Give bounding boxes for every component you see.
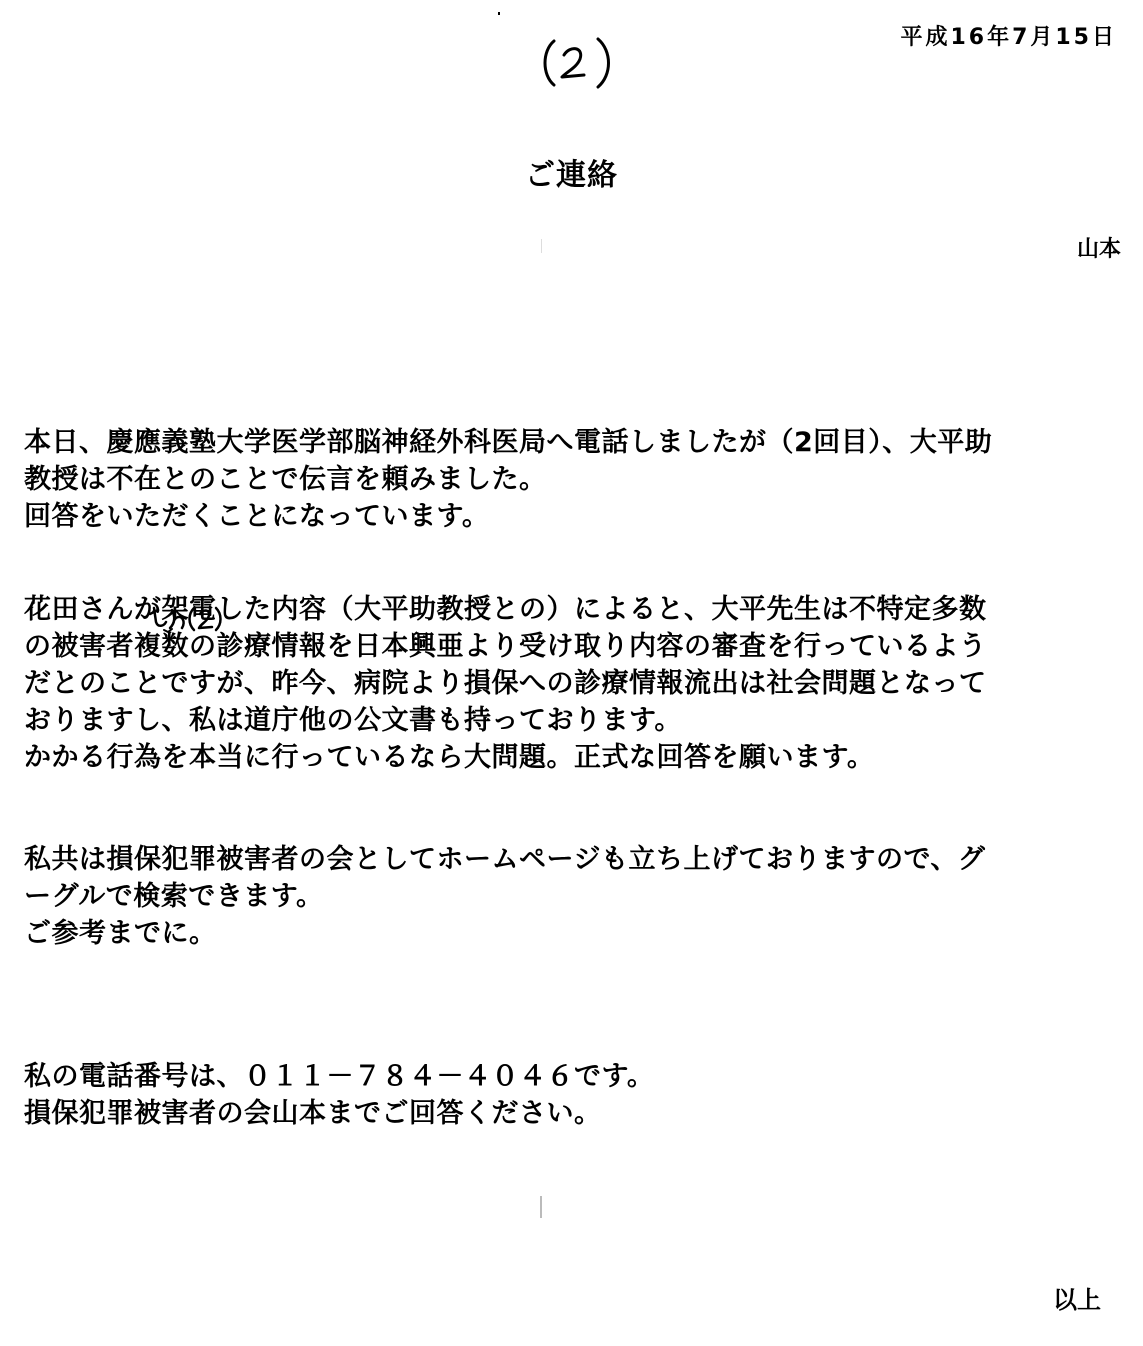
text-line: 花田さんが架電した内容（大平助教授との）によると、大平先生は不特定多数 <box>24 594 987 625</box>
text-line: 私の電話番号は、０１１－７８４－４０４６です。 <box>24 1061 655 1092</box>
text-line: だとのことですが、昨今、病院より損保への診療情報流出は社会問題となって <box>24 668 987 699</box>
scan-speck <box>540 1196 542 1218</box>
paragraph-contact <box>24 1058 1129 1132</box>
text-line: 損保犯罪被害者の会山本までご回答ください。 <box>24 1098 602 1129</box>
paragraph-homepage <box>24 841 1129 952</box>
text-line: の被害者複数の診療情報を日本興亜より受け取り内容の審査を行っているよう <box>24 631 987 662</box>
handwritten-page-number <box>540 35 620 90</box>
scan-speck <box>541 239 542 253</box>
paragraph-call-report <box>24 424 1129 535</box>
text-line: 私共は損保犯罪被害者の会としてホームページも立ち上げておりますので、グ <box>24 844 986 875</box>
text-line: ご参考までに。 <box>24 918 217 949</box>
text-line: ーグルで検索できます。 <box>24 881 324 912</box>
closing-mark: 以上 <box>1053 1286 1101 1314</box>
handwritten-insertion <box>146 604 226 634</box>
scan-speck <box>498 12 500 15</box>
document-date: 平成16年7月15日 <box>900 25 1117 50</box>
text-line: かかる行為を本当に行っているなら大問題。正式な回答を願います。 <box>24 742 875 773</box>
text-line: おりますし、私は道庁他の公文書も持っております。 <box>24 705 682 736</box>
text-line: 教授は不在とのことで伝言を頼みました。 <box>24 464 547 495</box>
text-line: 本日、慶應義塾大学医学部脳神経外科医局へ電話しましたが（2回目）、大平助 <box>24 427 993 458</box>
author-name: 山本 <box>1076 237 1121 262</box>
text-line: 回答をいただくことになっています。 <box>24 501 490 532</box>
document-title: ご連絡 <box>525 158 618 193</box>
